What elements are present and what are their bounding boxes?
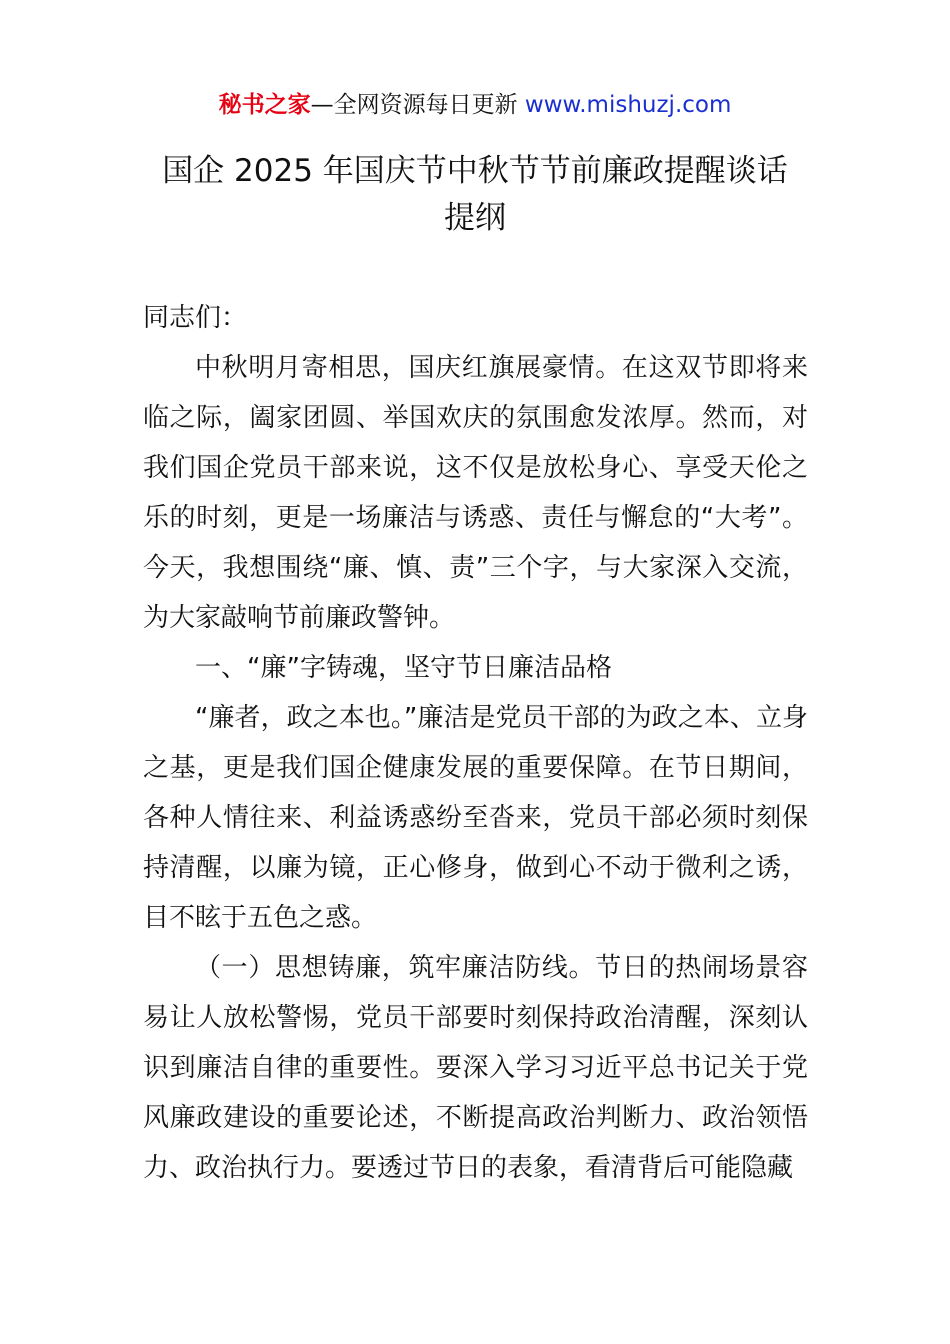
paragraph-section-1: “廉者，政之本也。”廉洁是党员干部的为政之本、立身之基，更是我们国企健康发展的重要保障。在节日期间，各种人情往来、利益诱惑纷至沓来，党员干部必须时刻保持清醒，以廉为镜，正心修身，做到心不动于微利之诱，目不眩于五色之惑。 [143, 703, 808, 933]
site-header [0, 88, 950, 122]
header-tagline: —全网资源每日更新 [310, 92, 525, 118]
document-title-line-2: 提纲 [444, 200, 506, 236]
document-title-line-1: 国企 2025 年国庆节中秋节节前廉政提醒谈话 [162, 153, 788, 189]
salutation: 同志们： [143, 303, 248, 333]
document-body [143, 293, 808, 1193]
paragraph-subsection-1: （一）思想铸廉，筑牢廉洁防线。节日的热闹场景容易让人放松警惕，党员干部要时刻保持政治清醒，深刻认识到廉洁自律的重要性。要深入学习习近平总书记关于党风廉政建设的重要论述，不断提高政治判断力、政治领悟力、政治执行力。要透过节日的表象，看清背后可能隐藏 [143, 953, 808, 1183]
paragraph-intro: 中秋明月寄相思，国庆红旗展豪情。在这双节即将来临之际，阖家团圆、举国欢庆的氛围愈发浓厚。然而，对我们国企党员干部来说，这不仅是放松身心、享受天伦之乐的时刻，更是一场廉洁与诱惑、责任与懈怠的“大考”。今天，我想围绕“廉、慎、责”三个字，与大家深入交流，为大家敲响节前廉政警钟。 [143, 353, 808, 633]
document-title [120, 148, 830, 242]
site-link[interactable]: www.mishuzj.com [524, 92, 732, 118]
brand-name: 秘书之家 [218, 92, 311, 118]
section-heading-1: 一、“廉”字铸魂，坚守节日廉洁品格 [195, 653, 612, 683]
